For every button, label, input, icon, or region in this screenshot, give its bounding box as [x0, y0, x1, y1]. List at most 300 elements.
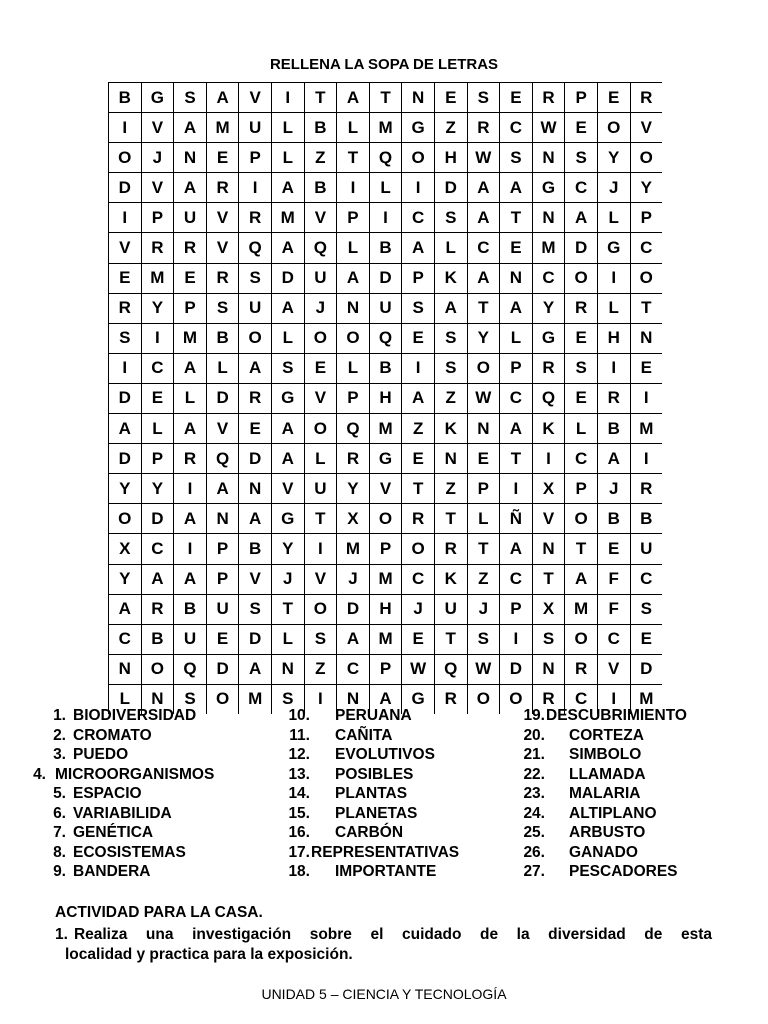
grid-cell: S — [239, 263, 272, 293]
grid-cell: P — [141, 203, 174, 233]
grid-cell: O — [402, 534, 435, 564]
grid-cell: V — [141, 173, 174, 203]
grid-cell: R — [109, 293, 142, 323]
word-text: REPRESENTATIVAS — [311, 843, 460, 861]
grid-row — [109, 444, 663, 474]
word-text: PLANTAS — [335, 785, 408, 802]
grid-cell: B — [109, 83, 142, 113]
grid-cell: M — [206, 113, 239, 143]
grid-cell: B — [206, 323, 239, 353]
grid-cell: I — [239, 173, 272, 203]
grid-cell: R — [206, 173, 239, 203]
grid-row — [109, 564, 663, 594]
grid-cell: N — [467, 414, 500, 444]
grid-cell: P — [141, 444, 174, 474]
grid-cell: N — [532, 203, 565, 233]
grid-cell: R — [141, 594, 174, 624]
grid-cell: A — [467, 263, 500, 293]
grid-cell: E — [174, 263, 207, 293]
grid-cell: U — [434, 594, 467, 624]
grid-cell: I — [402, 353, 435, 383]
grid-cell: S — [304, 624, 337, 654]
grid-cell: E — [434, 83, 467, 113]
grid-cell: D — [500, 654, 533, 684]
word-text: CORTEZA — [569, 726, 644, 744]
grid-cell: C — [630, 233, 662, 263]
grid-cell: V — [532, 504, 565, 534]
grid-cell: A — [174, 173, 207, 203]
grid-cell: G — [402, 113, 435, 143]
word-list-item — [480, 726, 687, 746]
grid-cell: Y — [141, 293, 174, 323]
grid-cell: A — [271, 293, 304, 323]
word-list-item — [250, 804, 459, 824]
word-text: GANADO — [569, 843, 638, 861]
grid-cell: A — [337, 624, 370, 654]
grid-row — [109, 383, 663, 413]
grid-cell: U — [239, 293, 272, 323]
grid-cell: R — [434, 534, 467, 564]
word-text: MALARIA — [569, 785, 641, 802]
word-list-item — [0, 784, 214, 804]
word-list-item — [250, 765, 459, 785]
grid-cell: P — [565, 83, 598, 113]
grid-cell: Z — [304, 143, 337, 173]
grid-cell: N — [109, 654, 142, 684]
grid-cell: I — [532, 444, 565, 474]
grid-cell: Y — [141, 474, 174, 504]
grid-cell: I — [271, 83, 304, 113]
grid-cell: L — [141, 414, 174, 444]
grid-cell: T — [304, 83, 337, 113]
word-number: 7. — [53, 824, 66, 841]
grid-cell: S — [500, 143, 533, 173]
grid-cell: O — [109, 504, 142, 534]
grid-cell: E — [565, 383, 598, 413]
word-list-item — [0, 804, 214, 824]
grid-cell: R — [141, 233, 174, 263]
grid-cell: U — [206, 594, 239, 624]
grid-cell: L — [109, 684, 142, 714]
grid-cell: S — [109, 323, 142, 353]
grid-cell: Q — [239, 233, 272, 263]
word-number: 13. — [288, 765, 310, 783]
grid-cell: M — [271, 203, 304, 233]
grid-cell: X — [532, 594, 565, 624]
grid-row — [109, 474, 663, 504]
grid-cell: C — [565, 444, 598, 474]
word-number: 23. — [523, 785, 545, 802]
grid-cell: O — [597, 113, 630, 143]
word-list-item — [480, 843, 687, 863]
grid-cell: R — [337, 444, 370, 474]
grid-cell: O — [141, 654, 174, 684]
grid-cell: A — [271, 233, 304, 263]
grid-cell: N — [532, 143, 565, 173]
grid-cell: U — [369, 293, 402, 323]
grid-cell: Q — [206, 444, 239, 474]
grid-cell: N — [337, 293, 370, 323]
grid-cell: P — [402, 263, 435, 293]
grid-cell: W — [467, 143, 500, 173]
word-number: 11. — [289, 726, 310, 744]
grid-cell: I — [500, 624, 533, 654]
word-list-column-3 — [480, 706, 687, 882]
word-list-item — [480, 765, 687, 785]
grid-cell: C — [141, 353, 174, 383]
grid-cell: V — [304, 203, 337, 233]
grid-cell: O — [304, 594, 337, 624]
grid-cell: R — [239, 383, 272, 413]
grid-cell: I — [109, 113, 142, 143]
grid-cell: S — [271, 353, 304, 383]
grid-cell: F — [597, 594, 630, 624]
grid-cell: S — [630, 594, 662, 624]
grid-cell: C — [630, 564, 662, 594]
grid-cell: I — [402, 173, 435, 203]
grid-cell: I — [174, 474, 207, 504]
grid-cell: R — [532, 684, 565, 714]
grid-cell: N — [206, 504, 239, 534]
grid-cell: Z — [434, 383, 467, 413]
grid-cell: E — [500, 83, 533, 113]
word-number: 18. — [288, 863, 310, 880]
word-text: ESPACIO — [73, 785, 142, 802]
grid-cell: V — [304, 564, 337, 594]
grid-cell: N — [532, 654, 565, 684]
word-number: 8. — [53, 843, 66, 861]
word-list-item — [480, 804, 687, 824]
grid-cell: R — [239, 203, 272, 233]
grid-cell: A — [500, 534, 533, 564]
word-number: 15. — [288, 804, 310, 822]
grid-cell: S — [271, 684, 304, 714]
grid-cell: Z — [434, 474, 467, 504]
grid-cell: E — [141, 383, 174, 413]
grid-cell: G — [271, 383, 304, 413]
grid-cell: A — [174, 113, 207, 143]
grid-cell: V — [271, 474, 304, 504]
word-list-item — [480, 706, 687, 726]
grid-cell: A — [174, 353, 207, 383]
grid-row — [109, 293, 663, 323]
activity-item — [55, 925, 712, 965]
grid-cell: N — [174, 143, 207, 173]
grid-cell: O — [565, 504, 598, 534]
grid-cell: O — [565, 263, 598, 293]
grid-cell: N — [500, 263, 533, 293]
grid-cell: T — [304, 504, 337, 534]
grid-cell: I — [174, 534, 207, 564]
grid-cell: T — [500, 444, 533, 474]
grid-cell: M — [369, 414, 402, 444]
word-number: 2. — [53, 726, 66, 744]
grid-cell: T — [271, 594, 304, 624]
grid-cell: T — [565, 534, 598, 564]
grid-cell: R — [630, 83, 662, 113]
grid-row — [109, 624, 663, 654]
word-list-item — [480, 862, 687, 882]
grid-cell: Q — [174, 654, 207, 684]
grid-cell: L — [271, 624, 304, 654]
grid-cell: V — [304, 383, 337, 413]
word-text: PESCADORES — [569, 863, 678, 880]
grid-cell: C — [532, 263, 565, 293]
grid-cell: V — [141, 113, 174, 143]
grid-cell: G — [141, 83, 174, 113]
word-text: ECOSISTEMAS — [73, 843, 186, 861]
grid-cell: O — [109, 143, 142, 173]
word-text: EVOLUTIVOS — [335, 746, 435, 763]
grid-cell: E — [239, 414, 272, 444]
word-text: BANDERA — [73, 863, 151, 880]
grid-cell: L — [434, 233, 467, 263]
grid-cell: Y — [630, 173, 662, 203]
grid-cell: I — [337, 173, 370, 203]
grid-cell: K — [434, 564, 467, 594]
grid-cell: D — [239, 444, 272, 474]
grid-cell: C — [597, 624, 630, 654]
word-text: CARBÓN — [335, 824, 404, 841]
grid-cell: R — [402, 504, 435, 534]
word-number: 19. — [523, 707, 545, 724]
grid-cell: V — [369, 474, 402, 504]
word-list-item — [250, 784, 459, 804]
grid-cell: G — [532, 323, 565, 353]
grid-cell: D — [141, 504, 174, 534]
grid-cell: L — [565, 414, 598, 444]
grid-cell: S — [565, 143, 598, 173]
grid-cell: U — [239, 113, 272, 143]
activity-item-number: 1. — [55, 926, 68, 943]
grid-cell: R — [532, 83, 565, 113]
grid-cell: M — [239, 684, 272, 714]
grid-cell: T — [369, 83, 402, 113]
grid-cell: H — [434, 143, 467, 173]
grid-cell: R — [206, 263, 239, 293]
grid-cell: P — [369, 534, 402, 564]
word-text: PLANETAS — [335, 804, 418, 822]
grid-cell: K — [532, 414, 565, 444]
grid-cell: A — [565, 203, 598, 233]
grid-cell: Q — [304, 233, 337, 263]
grid-cell: V — [206, 203, 239, 233]
grid-cell: M — [532, 233, 565, 263]
grid-cell: V — [206, 233, 239, 263]
grid-cell: C — [337, 654, 370, 684]
grid-cell: L — [597, 293, 630, 323]
word-list-item — [480, 745, 687, 765]
grid-cell: L — [271, 113, 304, 143]
word-text: SIMBOLO — [569, 746, 642, 763]
word-list-item — [0, 843, 214, 863]
word-number: 10. — [288, 707, 310, 724]
grid-cell: B — [369, 353, 402, 383]
grid-cell: T — [337, 143, 370, 173]
grid-cell: S — [434, 323, 467, 353]
grid-cell: J — [271, 564, 304, 594]
grid-cell: W — [532, 113, 565, 143]
grid-cell: P — [174, 293, 207, 323]
grid-cell: A — [206, 474, 239, 504]
grid-cell: G — [369, 444, 402, 474]
grid-cell: I — [597, 263, 630, 293]
grid-cell: Q — [369, 143, 402, 173]
grid-cell: V — [109, 233, 142, 263]
grid-cell: O — [304, 323, 337, 353]
grid-cell: B — [239, 534, 272, 564]
grid-cell: C — [500, 113, 533, 143]
grid-cell: M — [369, 624, 402, 654]
grid-cell: O — [500, 684, 533, 714]
grid-cell: Z — [434, 113, 467, 143]
grid-cell: A — [434, 293, 467, 323]
grid-cell: A — [141, 564, 174, 594]
grid-cell: Z — [467, 564, 500, 594]
grid-cell: D — [109, 383, 142, 413]
grid-cell: P — [206, 564, 239, 594]
grid-cell: P — [239, 143, 272, 173]
grid-cell: J — [304, 293, 337, 323]
grid-cell: G — [271, 504, 304, 534]
grid-cell: D — [271, 263, 304, 293]
word-number: 26. — [523, 843, 545, 861]
word-number: 22. — [523, 765, 545, 783]
grid-cell: A — [239, 353, 272, 383]
grid-cell: O — [630, 143, 662, 173]
word-list-column-2 — [250, 706, 459, 882]
word-text: ALTIPLANO — [569, 804, 657, 822]
grid-cell: I — [597, 684, 630, 714]
grid-cell: O — [239, 323, 272, 353]
grid-cell: C — [500, 383, 533, 413]
grid-cell: E — [304, 353, 337, 383]
grid-cell: Ñ — [500, 504, 533, 534]
word-number: 25. — [523, 824, 545, 841]
grid-cell: A — [467, 203, 500, 233]
word-number: 1. — [53, 707, 66, 724]
grid-cell: D — [630, 654, 662, 684]
grid-cell: A — [271, 173, 304, 203]
word-list-item — [0, 706, 214, 726]
grid-cell: P — [467, 474, 500, 504]
grid-cell: J — [141, 143, 174, 173]
grid-cell: A — [402, 233, 435, 263]
grid-cell: M — [369, 564, 402, 594]
grid-cell: F — [597, 564, 630, 594]
word-list-item — [480, 823, 687, 843]
grid-cell: E — [500, 233, 533, 263]
grid-cell: T — [434, 624, 467, 654]
grid-cell: D — [206, 383, 239, 413]
word-list-item — [0, 823, 214, 843]
grid-cell: U — [630, 534, 662, 564]
grid-cell: Y — [532, 293, 565, 323]
grid-cell: R — [565, 293, 598, 323]
grid-cell: X — [337, 504, 370, 534]
grid-cell: D — [434, 173, 467, 203]
grid-cell: G — [532, 173, 565, 203]
grid-cell: E — [402, 624, 435, 654]
word-text: VARIABILIDA — [73, 804, 172, 822]
grid-cell: B — [141, 624, 174, 654]
word-number: 20. — [523, 726, 545, 744]
grid-cell: O — [630, 263, 662, 293]
grid-cell: Y — [109, 474, 142, 504]
word-list-item — [0, 862, 214, 882]
grid-cell: E — [402, 444, 435, 474]
grid-cell: K — [434, 263, 467, 293]
grid-row — [109, 504, 663, 534]
grid-cell: A — [500, 414, 533, 444]
word-text: PUEDO — [73, 746, 129, 763]
word-list-item — [0, 745, 214, 765]
grid-cell: Z — [304, 654, 337, 684]
grid-cell: C — [141, 534, 174, 564]
grid-row — [109, 233, 663, 263]
word-list-item — [250, 823, 459, 843]
grid-cell: B — [597, 504, 630, 534]
grid-cell: A — [402, 383, 435, 413]
grid-cell: D — [369, 263, 402, 293]
grid-cell: T — [500, 203, 533, 233]
grid-cell: T — [467, 534, 500, 564]
grid-cell: A — [174, 414, 207, 444]
grid-cell: O — [369, 504, 402, 534]
word-text: GENÉTICA — [73, 824, 154, 841]
grid-cell: S — [174, 684, 207, 714]
activity-title: ACTIVIDAD PARA LA CASA. — [55, 904, 263, 921]
grid-cell: U — [304, 474, 337, 504]
word-number: 16. — [288, 824, 310, 841]
grid-cell: L — [369, 173, 402, 203]
grid-cell: O — [304, 414, 337, 444]
word-number: 4. — [33, 765, 46, 783]
grid-cell: S — [206, 293, 239, 323]
word-list-item — [250, 726, 459, 746]
grid-cell: A — [369, 684, 402, 714]
grid-cell: W — [467, 654, 500, 684]
grid-cell: O — [402, 143, 435, 173]
grid-cell: N — [630, 323, 662, 353]
activity-item-line1: Realiza una investigación sobre el cuidado de la diversidad de esta — [73, 926, 712, 943]
grid-cell: N — [337, 684, 370, 714]
grid-cell: S — [467, 624, 500, 654]
grid-cell: Z — [402, 414, 435, 444]
grid-cell: E — [630, 353, 662, 383]
grid-cell: T — [532, 564, 565, 594]
grid-cell: D — [206, 654, 239, 684]
grid-cell: A — [500, 173, 533, 203]
grid-cell: M — [630, 414, 662, 444]
word-text: POSIBLES — [335, 765, 414, 783]
grid-cell: N — [239, 474, 272, 504]
grid-cell: B — [304, 173, 337, 203]
grid-cell: A — [337, 83, 370, 113]
grid-cell: J — [597, 474, 630, 504]
grid-cell: I — [369, 203, 402, 233]
word-text: ARBUSTO — [569, 824, 646, 841]
grid-cell: L — [206, 353, 239, 383]
grid-cell: I — [304, 684, 337, 714]
grid-cell: G — [402, 684, 435, 714]
grid-cell: J — [597, 173, 630, 203]
grid-cell: A — [239, 654, 272, 684]
word-list-column-1 — [0, 706, 214, 882]
grid-row — [109, 534, 663, 564]
grid-row — [109, 113, 663, 143]
word-text: MICROORGANISMOS — [55, 765, 215, 783]
